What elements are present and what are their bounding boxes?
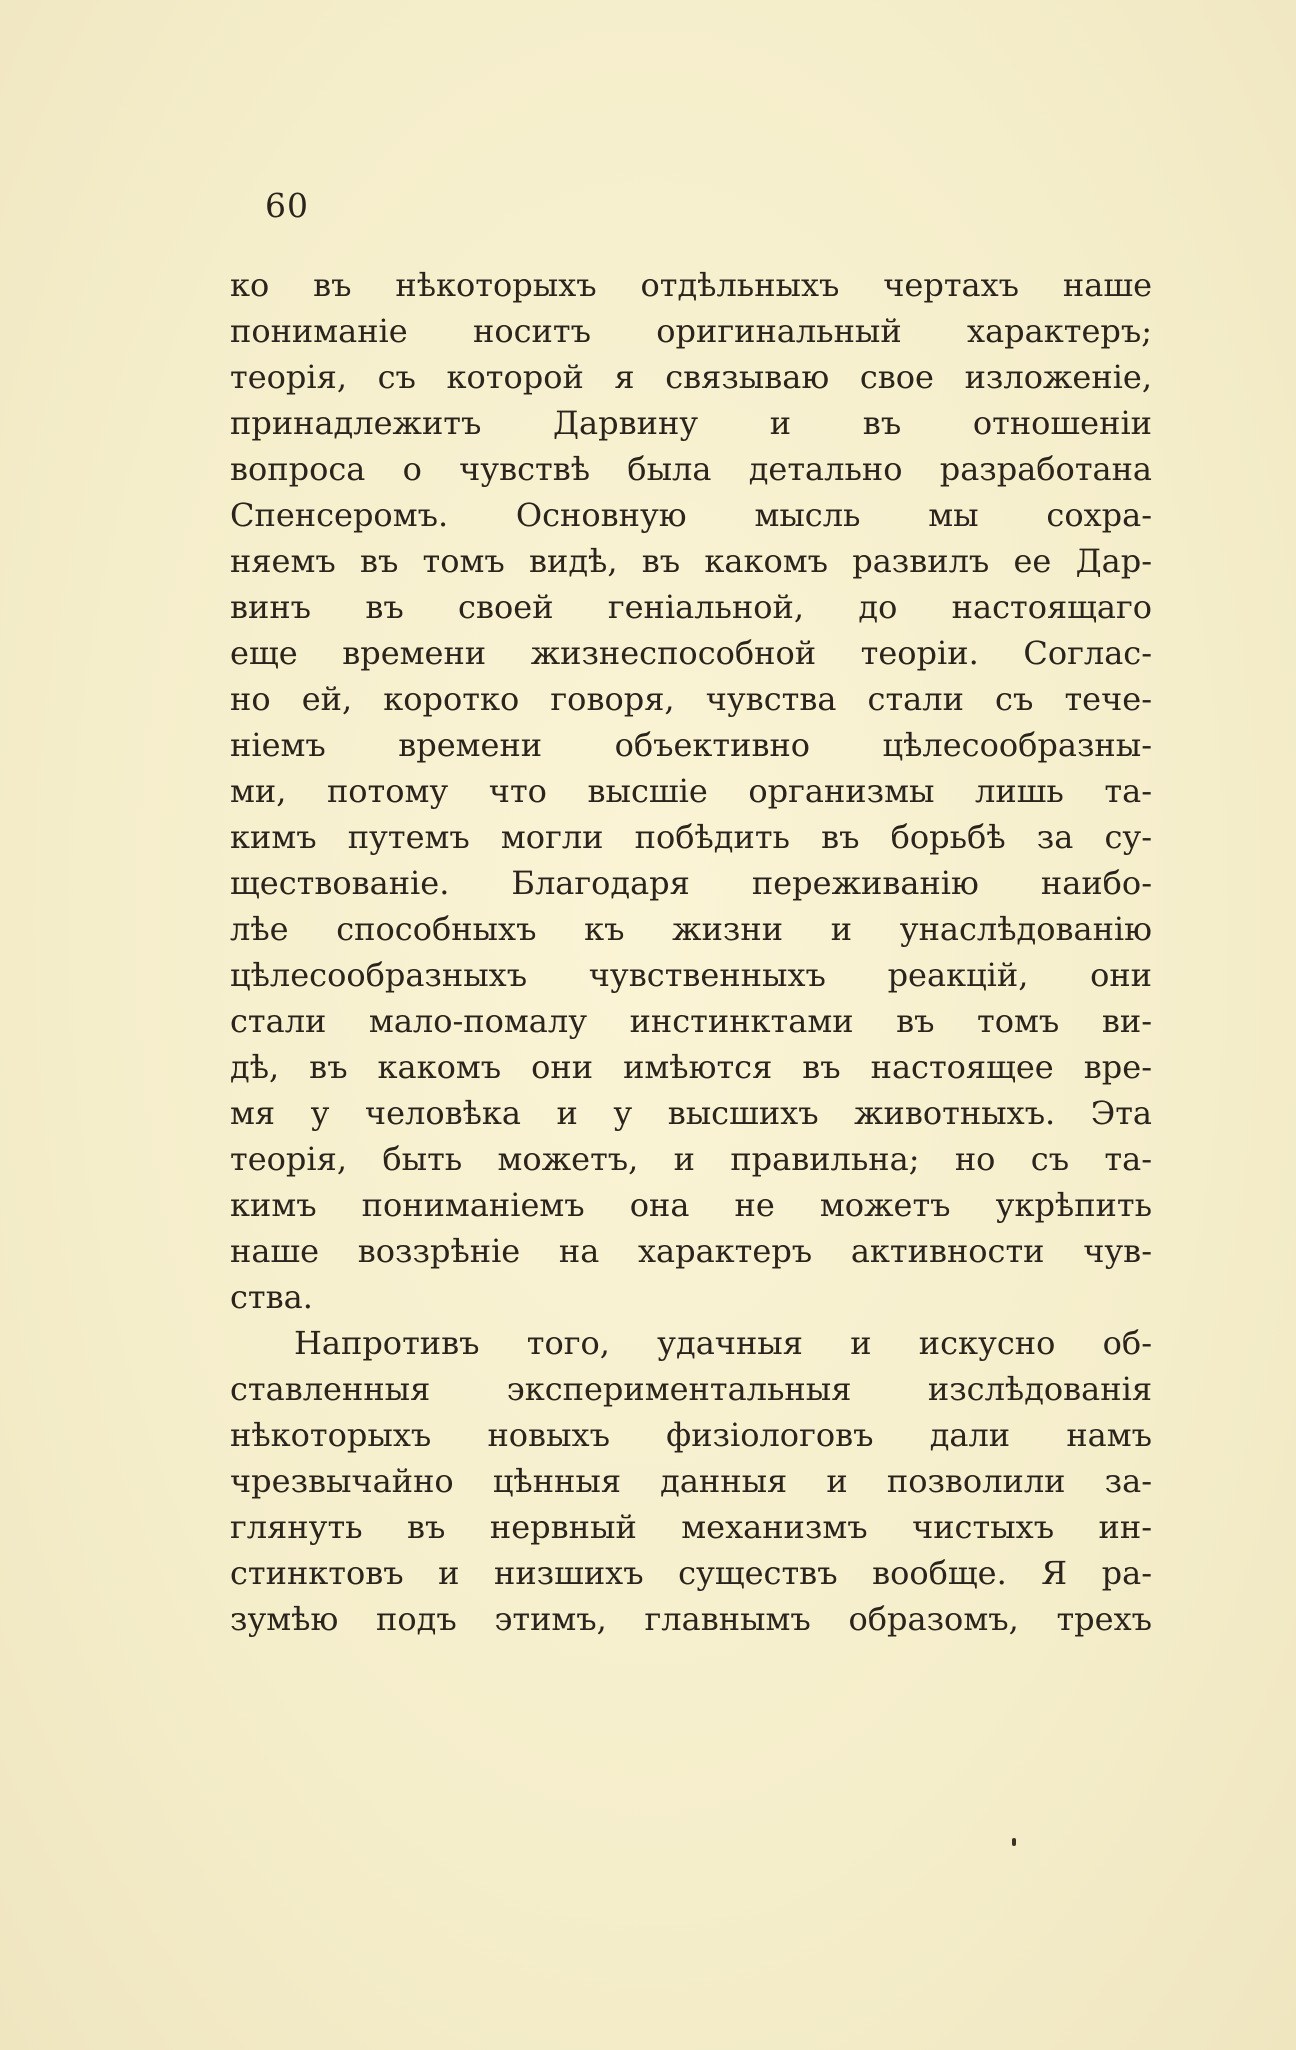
text-line: но ей, коротко говоря, чувства стали съ тече- (230, 680, 1152, 718)
text-line: Напротивъ того, удачныя и искусно об- (294, 1324, 1152, 1362)
text-line: цѣлесообразныхъ чувственныхъ реакцій, они (230, 956, 1152, 994)
text-line: зумѣю подъ этимъ, главнымъ образомъ, трехъ (230, 1600, 1152, 1638)
text-line: пониманіе носитъ оригинальный характеръ; (230, 312, 1152, 350)
text-line: няемъ въ томъ видѣ, въ какомъ развилъ ее Дар- (230, 542, 1152, 580)
text-line: принадлежитъ Дарвину и въ отношеніи (230, 404, 1152, 442)
text-line: теорія, быть можетъ, и правильна; но съ та- (230, 1140, 1152, 1178)
paragraph-2 (230, 1320, 1152, 1642)
text-line: ніемъ времени объективно цѣлесообразны- (230, 726, 1152, 764)
text-line: мя у человѣка и у высшихъ животныхъ. Эта (230, 1094, 1152, 1132)
text-line: ставленныя экспериментальныя изслѣдованія (230, 1370, 1152, 1408)
text-line: ко въ нѣкоторыхъ отдѣльныхъ чертахъ наше (230, 266, 1152, 304)
text-line: кимъ путемъ могли побѣдить въ борьбѣ за су- (230, 818, 1152, 856)
text-line: теорія, съ которой я связываю свое изложеніе, (230, 358, 1152, 396)
text-line: лѣе способныхъ къ жизни и унаслѣдованію (230, 910, 1152, 948)
text-line: нѣкоторыхъ новыхъ физіологовъ дали намъ (230, 1416, 1152, 1454)
ink-speck (1012, 1838, 1016, 1846)
text-line: Спенсеромъ. Основную мысль мы сохра- (230, 496, 1152, 534)
body-text (230, 262, 1152, 1642)
text-line: ства. (230, 1278, 313, 1316)
paragraph-1 (230, 262, 1152, 1320)
text-line: стинктовъ и низшихъ существъ вообще. Я ра- (230, 1554, 1152, 1592)
text-line: ми, потому что высшіе организмы лишь та- (230, 772, 1152, 810)
text-line: вопроса о чувствѣ была детально разработана (230, 450, 1152, 488)
text-line: глянуть въ нервный механизмъ чистыхъ ин- (230, 1508, 1152, 1546)
text-line: стали мало-помалу инстинктами въ томъ ви- (230, 1002, 1152, 1040)
text-line: кимъ пониманіемъ она не можетъ укрѣпить (230, 1186, 1152, 1224)
text-line: дѣ, въ какомъ они имѣются въ настоящее вре- (230, 1048, 1152, 1086)
text-line: еще времени жизнеспособной теоріи. Соглас- (230, 634, 1152, 672)
page-number: 60 (265, 186, 309, 225)
text-line: ществованіе. Благодаря переживанію наибо- (230, 864, 1152, 902)
text-line: винъ въ своей геніальной, до настоящаго (230, 588, 1152, 626)
text-line: наше воззрѣніе на характеръ активности чув- (230, 1232, 1152, 1270)
text-line: чрезвычайно цѣнныя данныя и позволили за- (230, 1462, 1152, 1500)
